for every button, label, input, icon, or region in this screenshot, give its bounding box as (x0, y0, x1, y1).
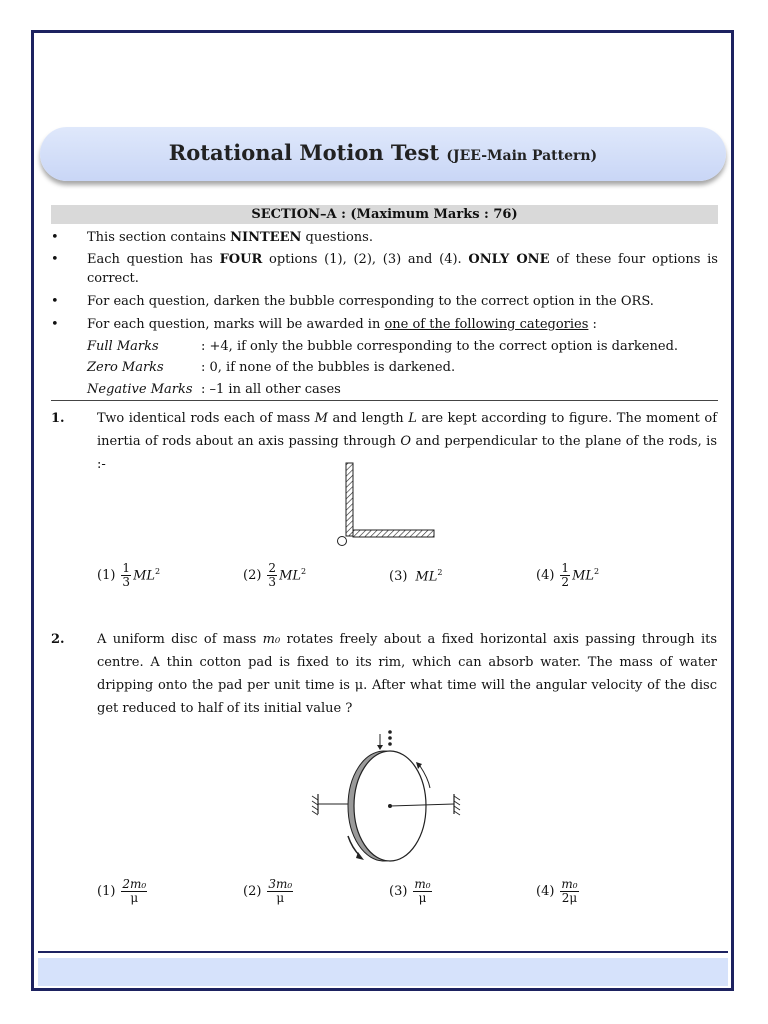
option-3[interactable]: (3) $\frac{\text{m₀}}{\mu}$ (389, 877, 431, 905)
question-text: Two identical rods each of mass M and length L are kept according to figure. The moment of inertia of rods about an axis passing through O and perpendicular to the plane of the rods, is :- (97, 411, 718, 472)
question-number: 1. (51, 411, 65, 426)
footer-line (38, 951, 728, 953)
bullet-icon: • (51, 230, 59, 245)
instruction-item: • This section contains NINTEEN questions. (51, 230, 373, 245)
vertical-rod (346, 463, 353, 536)
section-heading: SECTION–A : (Maximum Marks : 76) (51, 205, 718, 224)
bullet-icon: • (51, 252, 59, 267)
disc-figure (308, 728, 468, 868)
footer-bar (38, 958, 728, 986)
options-row (97, 878, 717, 918)
bullet-icon: • (51, 317, 59, 332)
water-drop (388, 730, 392, 734)
option-1[interactable]: (1) $\frac{1}{3}$ $ML^2$ (97, 561, 161, 589)
option-4[interactable]: (4) $\frac{\text{m₀}}{2\mu}$ (536, 877, 578, 905)
horizontal-rod (353, 530, 434, 537)
instruction-item: • For each question, darken the bubble corresponding to the correct option in the ORS. (51, 294, 654, 309)
option-3[interactable]: (3) $ML^2$ (389, 568, 443, 585)
rods-figure (330, 458, 442, 550)
title-text: Rotational Motion Test (168, 140, 440, 165)
title-subtitle: (JEE-Main Pattern) (446, 148, 598, 164)
question-text: A uniform disc of mass m₀ rotates freely about a fixed horizontal axis passing through its centre. A thin cotton pad is fixed to its rim, which can absorb water. The mass of water dripping onto the pad per unit time is μ. After what time will the angular velocity of the disc get reduced to half of its initial value ? (97, 632, 718, 716)
title-banner (40, 127, 726, 181)
section-divider (51, 400, 718, 401)
marks-category: Negative Marks : –1 in all other cases (87, 382, 341, 397)
down-arrow-icon (377, 745, 383, 750)
option-2[interactable]: (2) $\frac{2}{3}$ $ML^2$ (243, 561, 307, 589)
instruction-item: • For each question, marks will be awarded in one of the following categories : (51, 317, 597, 332)
instruction-item: • Each question has FOUR options (1), (2), (3) and (4). ONLY ONE of these four options is correct. (51, 252, 718, 286)
page-title (40, 140, 726, 165)
pivot-point-o (338, 537, 347, 546)
water-drop (388, 736, 392, 740)
question-number: 2. (51, 632, 65, 647)
marks-category: Zero Marks : 0, if none of the bubbles is darkened. (87, 360, 456, 375)
marks-category: Full Marks : +4, if only the bubble corresponding to the correct option is darkened. (87, 339, 679, 354)
options-row (97, 562, 717, 602)
bullet-icon: • (51, 294, 59, 309)
option-1[interactable]: (1) $\frac{\text{2m₀}}{\mu}$ (97, 877, 147, 905)
option-2[interactable]: (2) $\frac{\text{3m₀}}{\mu}$ (243, 877, 293, 905)
option-4[interactable]: (4) $\frac{1}{2}$ $ML^2$ (536, 561, 600, 589)
water-drop (388, 742, 392, 746)
